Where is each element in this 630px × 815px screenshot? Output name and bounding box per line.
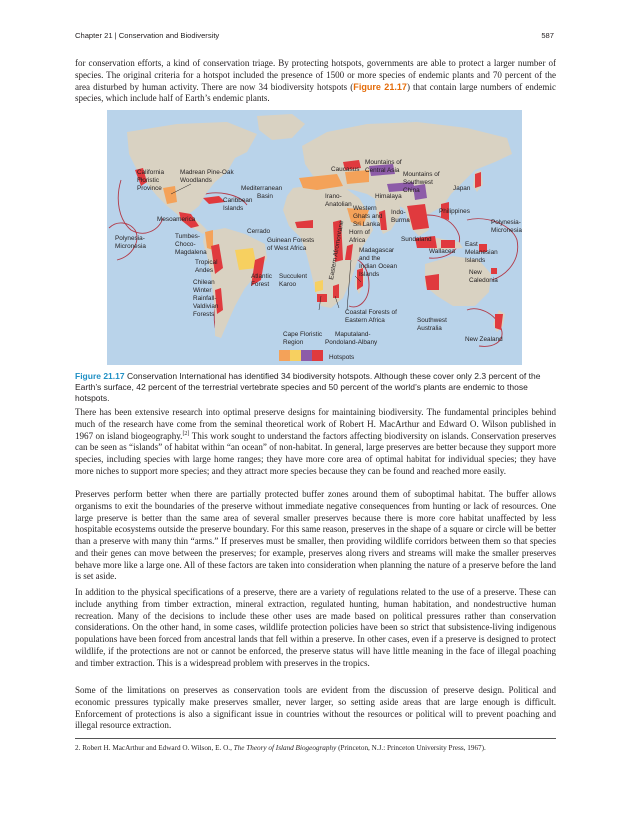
label-madagascar: Madagascar and the Indian Ocean Islands: [359, 247, 398, 278]
label-irano: Irano-Anatolian: [325, 193, 352, 208]
label-mediterranean: Mediterranean Basin: [241, 185, 283, 200]
running-header-chapter: Chapter 21 | Conservation and Biodiversity: [75, 31, 220, 40]
page-number: 587: [541, 31, 554, 40]
label-central-asia: Mountains of Central Asia: [365, 159, 402, 174]
label-caribbean: Caribbean Islands: [223, 197, 253, 212]
label-california: California Floristic Province: [137, 169, 164, 192]
label-maputaland: Maputaland-Pondoland-Albany: [325, 331, 378, 346]
legend-swatch-orange: [279, 350, 290, 361]
footnote-divider: [75, 738, 556, 739]
label-wallacea: Wallacea: [429, 248, 456, 255]
caption-label: Figure 21.17: [75, 371, 125, 381]
footnote-text-2: (Princeton, N.J.: Princeton University Press, 1967).: [336, 744, 486, 752]
label-polynesia-west: Polynesia-Micronesia: [115, 235, 146, 250]
legend-label: Hotspots: [329, 354, 355, 361]
footnote: [75, 744, 556, 753]
label-himalaya: Himalaya: [375, 193, 402, 200]
label-sundaland: Sundaland: [401, 236, 432, 243]
biodiversity-hotspots-map: [107, 110, 522, 365]
label-polynesia-east: Polynesia-Micronesia: [491, 219, 522, 234]
label-coastal-east-africa: Coastal Forests of Eastern Africa: [345, 309, 397, 324]
legend-swatch-purple: [301, 350, 312, 361]
label-mesoamerica: Mesoamerica: [157, 216, 196, 223]
figure-reference-link[interactable]: Figure 21.17: [353, 81, 407, 92]
figure-caption: [75, 371, 556, 403]
label-cape: Cape Floristic Region: [283, 331, 323, 346]
label-east-melanesian: East Melanesian Islands: [465, 241, 498, 264]
hotspot-sw-australia: [425, 274, 439, 290]
hotspot-succulent: [315, 280, 323, 292]
label-sw-australia: Southwest Australia: [417, 317, 447, 332]
caption-text: Conservation International has identified 34 biodiversity hotspots. Although these cover only 2.3 percent of the Earth’s surface, 42 percent of the terrestrial vertebrate species and 50 percent of the world’s plants are endemic to those hotspots.: [75, 371, 541, 403]
label-eastern-afromontane: Eastern Afromontane: [328, 219, 346, 281]
body-paragraph-4: Some of the limitations on preserves as conservation tools are evident from the discussion of preserve design. Political and economic pressures typically make preserves smaller, never larger, so setting aside areas that are large enough is difficult. Enforcement of protections is also a significant issue in countries without the resources or political will to prevent poaching and illegal resource extraction.: [75, 685, 556, 731]
label-horn: Horn of Africa: [349, 229, 370, 244]
label-western-ghats: Western Ghats and Sri Lanka: [353, 205, 383, 228]
intro-paragraph: [75, 58, 556, 105]
intro-text-1: for conservation efforts, a kind of conservation triage. By protecting hotspots, governments are able to protect a larger number of species. The original criteria for a hotspot included the presence of 1500 or more species of endemic plants and 70 percent of the area disturbed by human activity. There are now 34 biodiversity hotspots (: [75, 58, 556, 92]
label-guinean: Guinean Forests of West Africa: [267, 237, 315, 252]
label-philippines: Philippines: [439, 208, 470, 215]
label-new-caledonia: New Caledonia: [469, 269, 498, 284]
label-atlantic: Atlantic Forest: [251, 273, 272, 288]
footnote-marker[interactable]: [2]: [182, 430, 190, 437]
label-new-zealand: New Zealand: [465, 336, 503, 343]
legend-swatch-red: [312, 350, 323, 361]
label-sw-china: Mountains of Southwest China: [403, 171, 440, 194]
footnote-text-1: Robert H. MacArthur and Edward O. Wilson, E. O.,: [80, 744, 234, 752]
legend-swatch-yellow: [290, 350, 301, 361]
footnote-book-title: The Theory of Island Biogeography: [233, 744, 337, 752]
paragraph-1-text-2: This work sought to understand the factors affecting biodiversity on islands. Conservation preserves can be seen as “islands” of habitat within “an ocean” of non-habitat. In general, large preserves are better because they support more species, including species with large home ranges; they have more core area of optimal habitat for individual species; they have more niches to support more species; and they attract more species because they can be found and reached more easily.: [75, 430, 556, 476]
label-caucasus: Caucasus: [331, 166, 360, 173]
label-tumbes: Tumbes-Choco-Magdalena: [175, 233, 207, 256]
label-succulent: Succulent Karoo: [279, 273, 308, 288]
body-paragraph-2: Preserves perform better when there are partially protected buffer zones around them of suboptimal habitat. The buffer allows organisms to exit the boundaries of the preserve without immediate negative consequences from hunting or lack of resources. One large preserve is better than the same area of several smaller preserves because there is more core habitat unaffected by less hospitable ecosystems outside the preserve boundary. For this same reason, preserves in the shape of a square or circle will be better than a preserve with many thin “arms.” If preserves must be smaller, then providing wildlife corridors between them so that species and their genes can move between the preserves; for example, preserves along rivers and streams will make the smaller preserves behave more like a large one. All of these factors are taken into consideration when planning the nature of a preserve before the land is set aside.: [75, 489, 556, 582]
label-cerrado: Cerrado: [247, 228, 271, 235]
footnote-number: 2.: [75, 744, 81, 752]
label-madrean: Madrean Pine-Oak Woodlands: [180, 169, 234, 184]
body-paragraph-1: [75, 407, 556, 478]
paragraph-1-text-1: There has been extensive research into optimal preserve designs for maintaining biodiversity. The fundamental principles behind much of the research have come from the seminal theoretical work of Robert H. MacArthur and Edward O. Wilson published in 1967 on island biogeography.: [75, 407, 556, 441]
hotspot-cape: [317, 294, 327, 302]
label-chilean: Chilean Winter Rainfall-Valdivian Forests: [193, 279, 219, 318]
hotspot-wallacea: [441, 240, 455, 248]
label-indo-burma: Indo-Burma: [391, 209, 410, 224]
hotspot-japan: [475, 172, 481, 188]
hotspot-new-caledonia: [491, 268, 497, 274]
label-japan: Japan: [453, 185, 471, 192]
hotspot-maputaland: [333, 284, 339, 298]
body-paragraph-3: In addition to the physical specifications of a preserve, there are a variety of regulations related to the use of a preserve. These can include anything from timber extraction, mineral extraction, regulated hunting, human habitation, and nondestructive human recreation. Many of the decisions to include these other uses are made based on political pressures rather than conservation considerations. On the other hand, in some cases, wildlife protection policies have been so strict that subsistence-living indigenous populations have been forced from ancestral lands that fell within a preserve. In other cases, even if a preserve is designed to protect wildlife, if the protections are not or cannot be enforced, the preserve status will have little meaning in the face of illegal poaching and timber extraction. This is a widespread problem with preserves in the tropics.: [75, 587, 556, 668]
intro-text-2: ) that contain large numbers of endemic species, which include half of Earth’s endemic plants.: [75, 81, 556, 104]
label-tropical-andes: Tropical Andes: [195, 259, 218, 274]
